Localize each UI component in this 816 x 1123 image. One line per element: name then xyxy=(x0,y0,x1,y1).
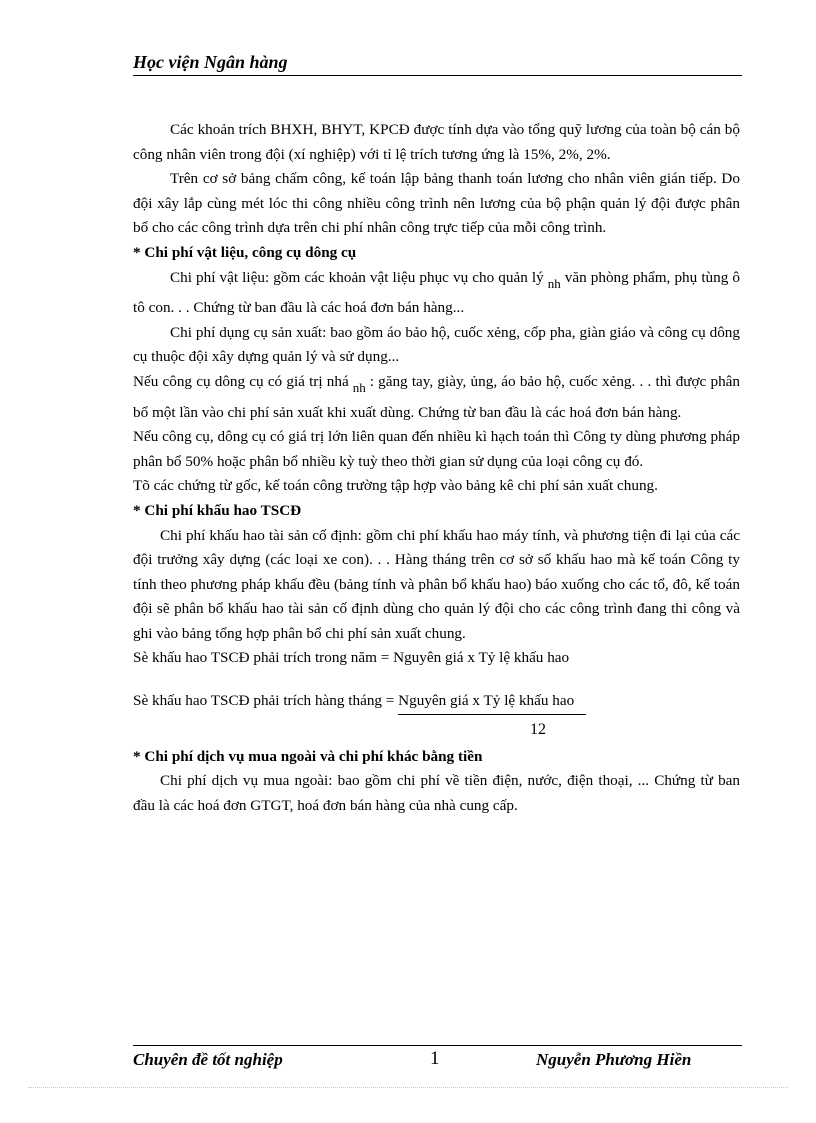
subscript-nh: nh xyxy=(547,275,561,291)
formula-monthly-depreciation xyxy=(133,689,740,745)
paragraph-small-tools-b: : găng tay, giày, ủng, áo bảo hộ, cuốc xẻng. . . thì được phân bổ một lần vào chi phí sản xuất khi xuất dùng. Chứng từ ban đầu là các hoá đơn bán hàng. xyxy=(133,372,741,421)
paragraph-payroll: Trên cơ sở bảng chấm công, kế toán lập bảng thanh toán lương cho nhân viên gián tiếp. Do đội xây lắp cùng mét lóc thi công nhiều công trình nên lương của bộ phận quản lý đội được phân bổ cho các công trình dựa trên chi phí nhân công trực tiếp của mỗi công trình. xyxy=(133,170,740,237)
section-heading-materials: * Chi phí vật liệu, công cụ dông cụ xyxy=(133,243,357,261)
section-heading-services: * Chi phí dịch vụ mua ngoài và chi phí khác bằng tiền xyxy=(133,747,483,765)
subscript-nh-2: nh xyxy=(352,379,366,395)
paragraph-tool-costs: Chi phí dụng cụ sản xuất: bao gồm áo bảo hộ, cuốc xẻng, cốp pha, giàn giáo và công cụ dông cụ thuộc đội xây dựng quản lý và sử dụng... xyxy=(133,323,740,366)
formula-numerator: Nguyên giá x Tỷ lệ khấu hao xyxy=(398,689,586,715)
paragraph-material-costs-b: văn phòng phẩm, phụ tùng ô tô con. . . Chứng từ ban đầu là các hoá đơn bán hàng... xyxy=(133,268,741,317)
formula-annual-depreciation: Sè khấu hao TSCĐ phải trích trong năm = Nguyên giá x Tỷ lệ khấu hao xyxy=(133,649,570,667)
paragraph-material-costs xyxy=(133,266,740,321)
paragraph-small-tools-a: Nếu công cụ dông cụ có giá trị nhá xyxy=(133,372,349,390)
footer-author: Nguyễn Phương Hiền xyxy=(536,1050,692,1069)
footer-rule xyxy=(133,1045,742,1046)
paragraph-source-documents: Tõ các chứng từ gốc, kế toán công trường tập hợp vào bảng kê chi phí sản xuất chung. xyxy=(133,477,658,495)
footer-title: Chuyên đề tốt nghiệp xyxy=(133,1050,283,1069)
header-title: Học viện Ngân hàng xyxy=(133,52,288,72)
page-number: 1 xyxy=(430,1048,440,1069)
header-rule xyxy=(133,75,742,76)
paragraph-large-tools: Nếu công cụ, dông cụ có giá trị lớn liên quan đến nhiều kì hạch toán thì Công ty dùng phương pháp phân bổ 50% hoặc phân bổ nhiều kỳ tuỳ theo thời gian sử dụng của loại công cụ đó. xyxy=(133,428,740,470)
formula-monthly-prefix: Sè khấu hao TSCĐ phải trích hàng tháng = xyxy=(133,692,399,710)
paragraph-material-costs-a: Chi phí vật liệu: gồm các khoản vật liệu phục vụ cho quản lý xyxy=(170,268,544,286)
paragraph-small-tools xyxy=(133,370,740,425)
formula-denominator: 12 xyxy=(530,720,546,738)
paragraph-depreciation: Chi phí khấu hao tài sản cố định: gồm chi phí khấu hao máy tính, và phương tiện đi lại của các đội trưởng xây dựng (các loại xe con). . . Hàng tháng trên cơ sở số khấu hao mà kế toán Công ty tính theo phương pháp khấu đều (bảng tính và phân bổ khấu hao) báo xuống cho các tổ, đô, kế toán đội sẽ phân bổ khấu hao tài sản cố định dùng cho quản lý đội cho các công trình đang thi công và ghi vào bảng tổng hợp phân bổ chi phí sản xuất chung. xyxy=(133,526,740,642)
section-heading-depreciation: * Chi phí khấu hao TSCĐ xyxy=(133,501,302,519)
paragraph-social-insurance: Các khoản trích BHXH, BHYT, KPCĐ được tính dựa vào tổng quỹ lương của toàn bộ cán bộ công nhân viên trong đội (xí nghiệp) với tỉ lệ trích tương ứng là 15%, 2%, 2%. xyxy=(133,121,740,163)
page-bottom-border xyxy=(28,1087,788,1088)
paragraph-services: Chi phí dịch vụ mua ngoài: bao gồm chi phí về tiền điện, nước, điện thoại, ... Chứng từ ban đầu là các hoá đơn GTGT, hoá đơn bán hàng của nhà cung cấp. xyxy=(133,772,740,814)
document-body xyxy=(133,118,740,818)
